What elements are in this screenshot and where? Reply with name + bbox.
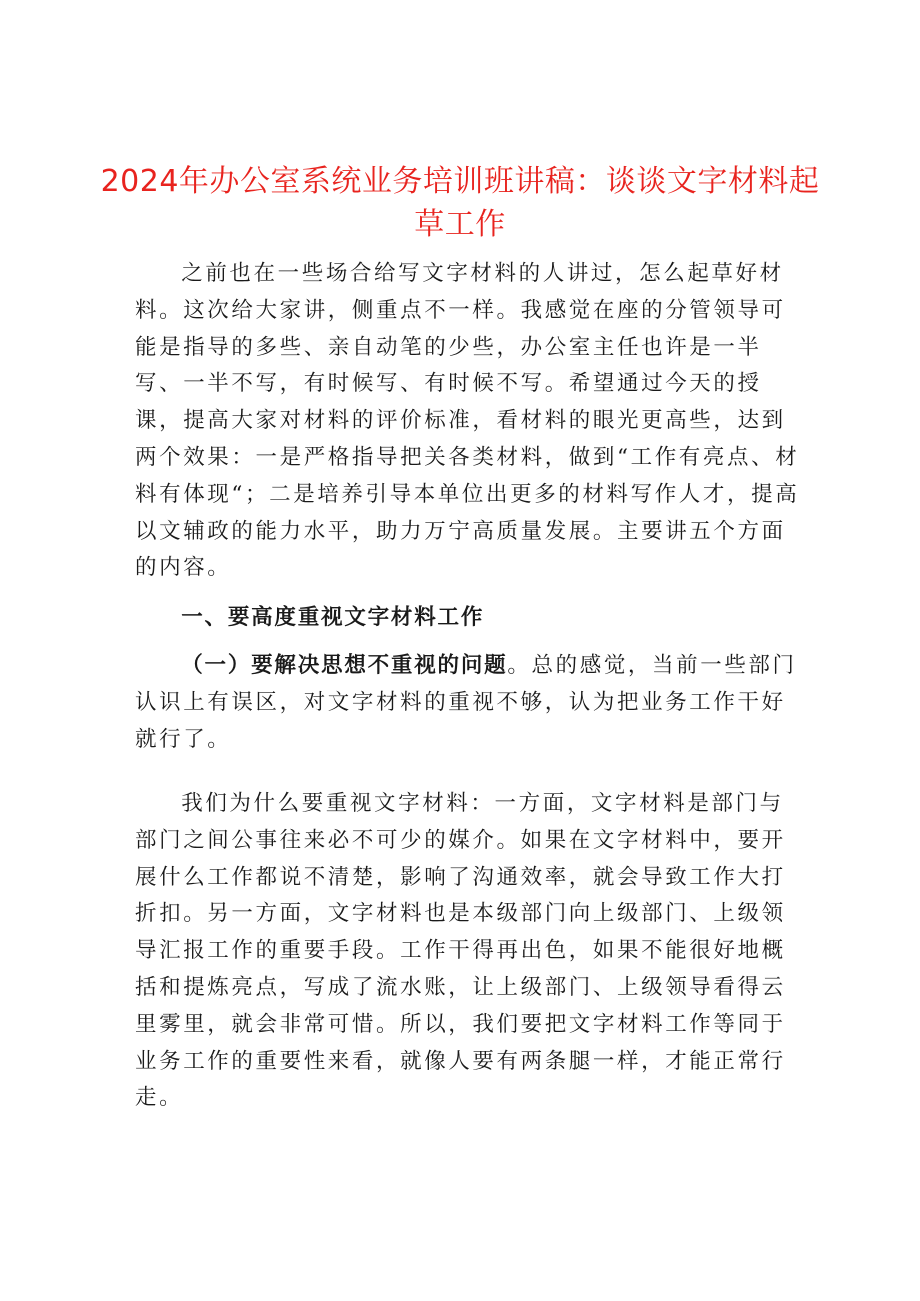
section-heading-1: 一、要高度重视文字材料工作	[181, 605, 485, 630]
intro-paragraph: 之前也在一些场合给写文字材料的人讲过，怎么起草好材料。这次给大家讲，侧重点不一样。我感觉在座的分管领导可能是指导的多些、亲自动笔的少些，办公室主任也许是一半写、一半不写，有时候写、有时候不写。希望通过今天的授课，提高大家对材料的评价标准，看材料的眼光更高些，达到两个效果：一是严格指导把关各类材料，做到“工作有亮点、材料有体现“；二是培养引导本单位出更多的材料写作人才，提高以文辅政的能力水平，助力万宁高质量发展。主要讲五个方面的内容。	[135, 261, 800, 581]
why-paragraph: 我们为什么要重视文字材料：一方面，文字材料是部门与部门之间公事往来必不可少的媒介。如果在文字材料中，要开展什么工作都说不清楚，影响了沟通效率，就会导致工作大打折扣。另一方面，文字材料也是本级部门向上级部门、上级领导汇报工作的重要手段。工作干得再出色，如果不能很好地概括和提炼亮点，写成了流水账，让上级部门、上级领导看得云里雾里，就会非常可惜。所以，我们要把文字材料工作等同于业务工作的重要性来看，就像人要有两条腿一样，才能正常行走。	[135, 791, 786, 1111]
section-heading-block	[135, 600, 807, 637]
subsection-text: 。总的感觉，当前一些部门认识上有误区，对文字材料的重视不够，认为把业务工作干好就行了。	[135, 653, 797, 752]
subsection-paragraph-block	[135, 648, 807, 758]
intro-paragraph-block	[135, 256, 807, 587]
subsection-heading-1: （一）要解决思想不重视的问题	[181, 653, 508, 678]
why-paragraph-block	[135, 786, 807, 1117]
subsection-paragraph	[135, 648, 807, 758]
document-title: 2024年办公室系统业务培训班讲稿：谈谈文字材料起草工作	[100, 164, 820, 242]
